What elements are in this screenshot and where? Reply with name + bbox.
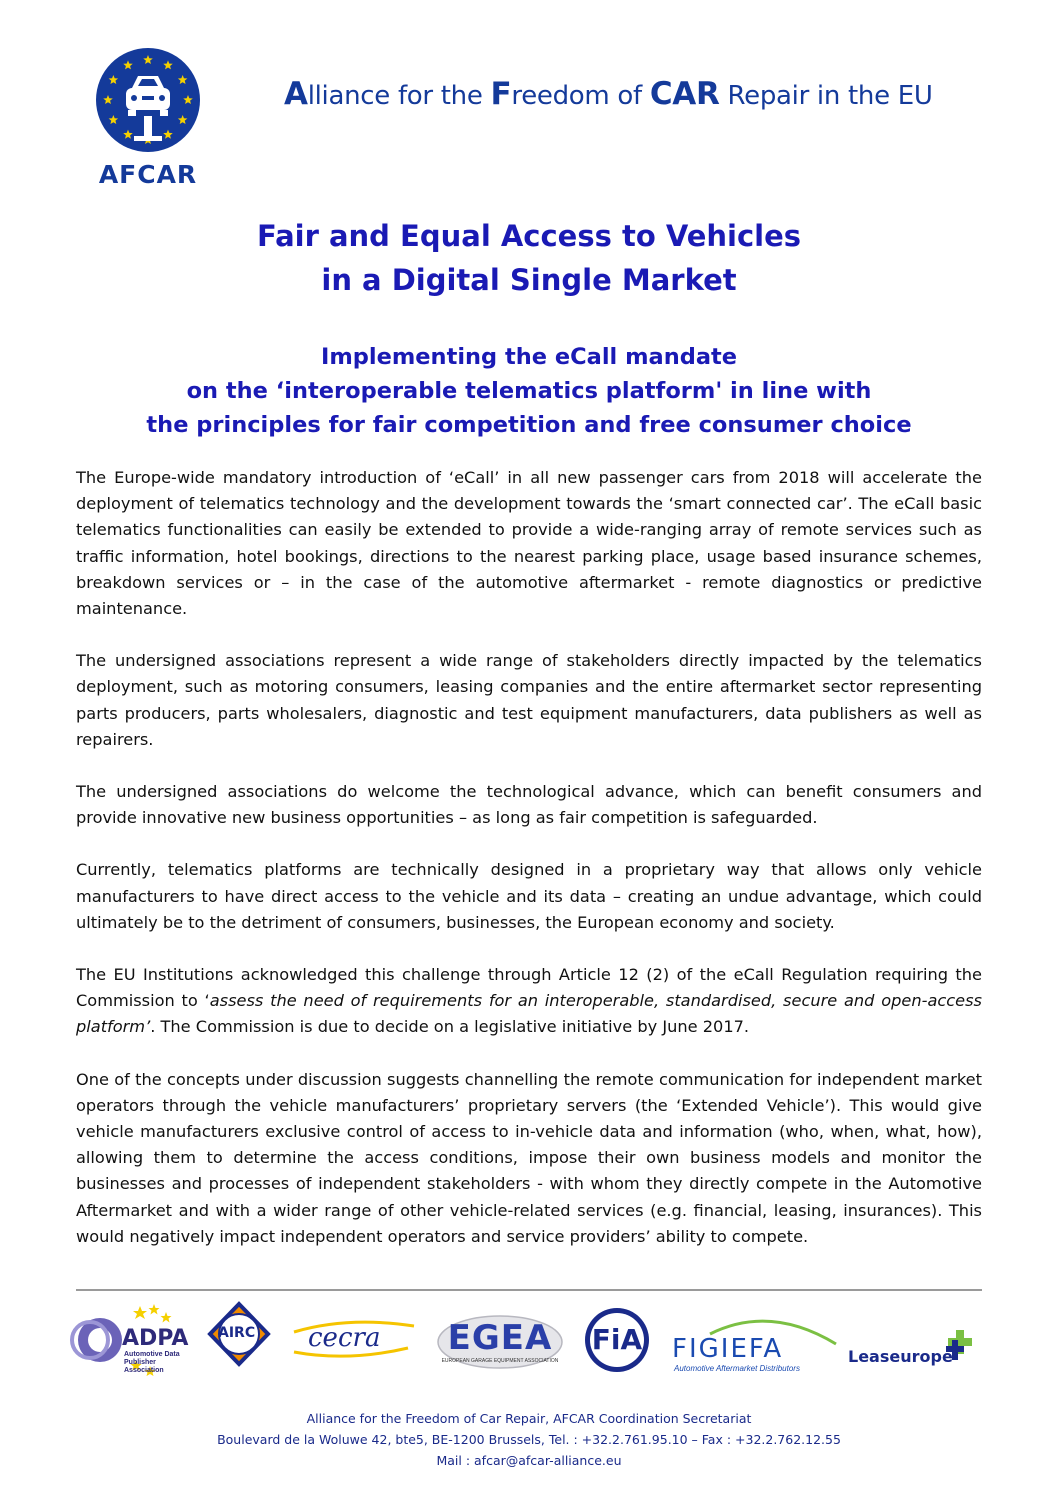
footer-line-2: Boulevard de la Woluwe 42, bte5, BE-1200 Brussels, Tel. : +32.2.761.95.10 – Fax : +32.2.762.12.55 <box>217 1432 841 1447</box>
paragraph-4: Currently, telematics platforms are technically designed in a proprietary way that allows only vehicle manufacturers to have direct access to the vehicle and its data – creating an undue advantage, which could ultimately be to the detriment of consumers, businesses, the European economy and society. <box>76 860 982 932</box>
document-title <box>0 214 1058 302</box>
afcar-logo <box>88 44 208 189</box>
title-line-1: Fair and Equal Access to Vehicles <box>256 219 802 253</box>
leaseurope-logo: Leaseurope <box>848 1296 983 1376</box>
figiefa-logo: FIGIEFA Automotive Aftermarket Distributors <box>670 1296 840 1376</box>
paragraph-5: The EU Institutions acknowledged this challenge through Article 12 (2) of the eCall Regulation requiring the Commission to ‘assess the need of requirements for an interoperable, standardised, secure and open-access platform’. The Commission is due to decide on a legislative initiative by June 2017. <box>76 965 982 1037</box>
footer-email-link[interactable]: Mail : afcar@afcar-alliance.eu <box>436 1453 622 1468</box>
afcar-emblem-icon <box>88 44 208 159</box>
footer-line-1: Alliance for the Freedom of Car Repair, AFCAR Coordination Secretariat <box>306 1411 752 1426</box>
paragraph-6: One of the concepts under discussion suggests channelling the remote communication for independent market operators through the vehicle manufacturers’ proprietary servers (the ‘Extended Vehicle’). This would give vehicle manufacturers exclusive control of access to in-vehicle data and information (who, when, what, how), allowing them to determine the access conditions, impose their own business models and monitor the businesses and processes of independent stakeholders - with whom they directly compete in the Automotive Aftermarket and with a wider range of other vehicle-related services (e.g. financial, leasing, insurances). This would negatively impact independent operators and service providers’ ability to compete. <box>76 1069 982 1246</box>
partner-logos <box>70 1296 985 1376</box>
adpa-logo: ADPA Automotive Data Publisher Association <box>70 1296 192 1376</box>
paragraph-2: The undersigned associations represent a wide range of stakeholders directly impacted by the telematics deployment, such as motoring consumers, leasing companies and the entire aftermarket sector representing parts producers, parts wholesalers, diagnostic and test equipment manufacturers, data publishers as well as repairers. <box>76 651 982 749</box>
subtitle-line-1: Implementing the eCall mandate <box>320 344 738 370</box>
subtitle-line-2: on the ‘interoperable telematics platform' in line with <box>186 378 872 404</box>
document-body <box>76 465 982 1276</box>
subtitle-line-3: the principles for fair competition and free consumer choice <box>146 412 912 438</box>
footer-divider <box>76 1289 982 1291</box>
paragraph-3: The undersigned associations do welcome the technological advance, which can benefit consumers and provide innovative new business opportunities – as long as fair competition is safeguarded. <box>76 782 982 828</box>
footer-line-3 <box>0 1450 1058 1471</box>
egea-logo: EGEA EUROPEAN GARAGE EQUIPMENT ASSOCIATION <box>436 1296 564 1376</box>
airc-logo: AIRC <box>204 1296 274 1376</box>
title-line-2: in a Digital Single Market <box>321 263 737 297</box>
document-subtitle <box>0 340 1058 442</box>
fia-logo: FiA <box>576 1296 658 1376</box>
logo-wordmark: AFCAR <box>98 160 198 189</box>
organization-name: Alliance for the Freedom of CAR Repair in the EU <box>284 76 933 112</box>
cecra-logo: cecra <box>288 1296 418 1376</box>
paragraph-1: The Europe-wide mandatory introduction of ‘eCall’ in all new passenger cars from 2018 will accelerate the deployment of telematics technology and the development towards the ‘smart connected car’. The eCall basic telematics functionalities can easily be extended to provide a wide-ranging array of remote services such as traffic information, hotel bookings, directions to the nearest parking place, usage based insurance schemes, breakdown services or – in the case of the automotive aftermarket - remote diagnostics or predictive maintenance. <box>76 468 982 619</box>
footer-contact <box>0 1408 1058 1471</box>
